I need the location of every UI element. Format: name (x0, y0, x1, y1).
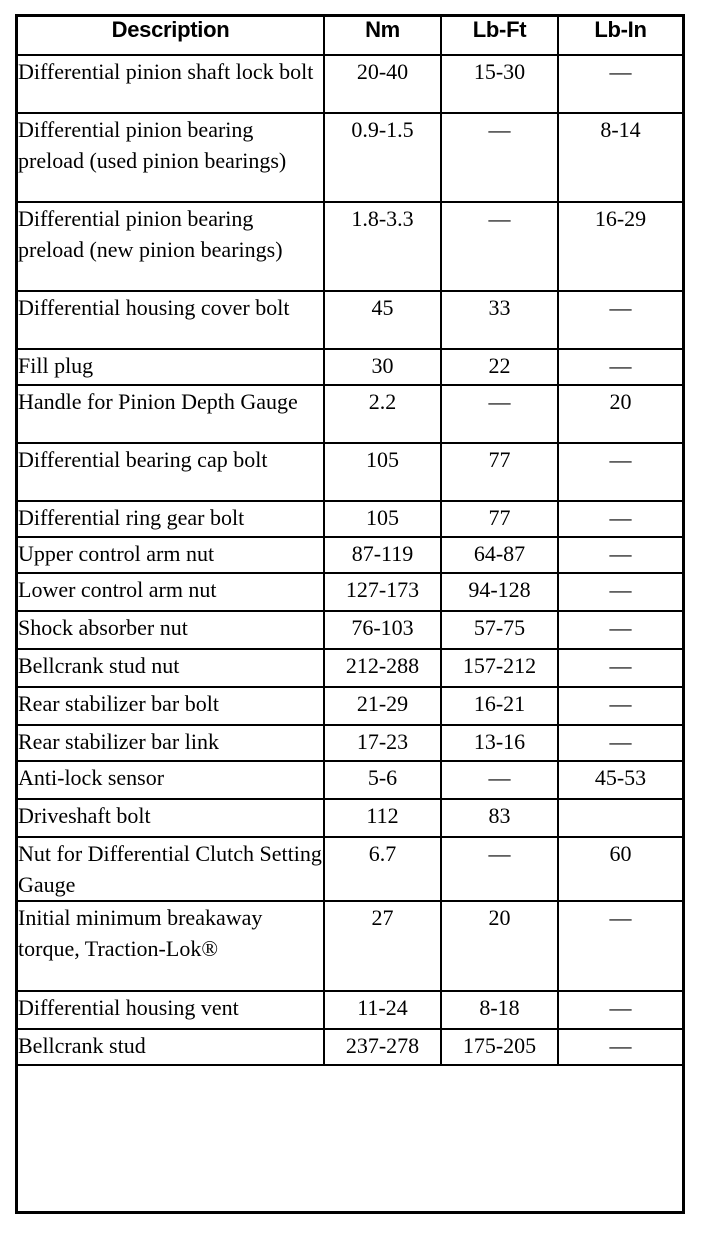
row-description: Initial minimum breakaway torque, Traction-Lok® (18, 901, 324, 991)
table-row (18, 761, 682, 799)
table-body (18, 55, 682, 1065)
row-lb-ft-value: 33 (441, 291, 558, 349)
row-lb-ft-value: — (441, 761, 558, 799)
row-lb-ft-value: 64-87 (441, 537, 558, 573)
table-row (18, 1029, 682, 1065)
row-lb-ft-value: 22 (441, 349, 558, 385)
row-lb-in-value: — (558, 687, 682, 725)
row-lb-in-value: 20 (558, 385, 682, 443)
row-description: Differential pinion bearing preload (used pinion bearings) (18, 113, 324, 202)
row-description: Differential ring gear bolt (18, 501, 324, 537)
row-lb-in-value: — (558, 55, 682, 113)
table-row (18, 202, 682, 291)
row-lb-ft-value: 157-212 (441, 649, 558, 687)
row-nm-value: 27 (324, 901, 441, 991)
row-nm-value: 21-29 (324, 687, 441, 725)
table-row (18, 649, 682, 687)
table-row (18, 901, 682, 991)
table-row (18, 501, 682, 537)
row-description: Rear stabilizer bar bolt (18, 687, 324, 725)
row-description: Anti-lock sensor (18, 761, 324, 799)
row-lb-in-value: — (558, 611, 682, 649)
row-nm-value: 212-288 (324, 649, 441, 687)
cropped-heading-fragment (16, 0, 316, 4)
row-nm-value: 76-103 (324, 611, 441, 649)
row-lb-ft-value: 77 (441, 501, 558, 537)
table-row (18, 349, 682, 385)
row-nm-value: 2.2 (324, 385, 441, 443)
row-lb-ft-value: 15-30 (441, 55, 558, 113)
row-description: Rear stabilizer bar link (18, 725, 324, 761)
row-lb-ft-value: — (441, 202, 558, 291)
row-nm-value: 11-24 (324, 991, 441, 1029)
row-description: Shock absorber nut (18, 611, 324, 649)
row-nm-value: 112 (324, 799, 441, 837)
row-description: Bellcrank stud (18, 1029, 324, 1065)
row-nm-value: 30 (324, 349, 441, 385)
table-row (18, 55, 682, 113)
row-nm-value: 5-6 (324, 761, 441, 799)
row-nm-value: 45 (324, 291, 441, 349)
row-lb-in-value: 60 (558, 837, 682, 901)
row-lb-in-value: — (558, 649, 682, 687)
table-row (18, 573, 682, 611)
row-lb-ft-value: — (441, 113, 558, 202)
row-nm-value: 17-23 (324, 725, 441, 761)
table-header-row (18, 17, 682, 55)
row-description: Differential housing vent (18, 991, 324, 1029)
row-description: Nut for Differential Clutch Setting Gauge (18, 837, 324, 901)
row-lb-in-value: 8-14 (558, 113, 682, 202)
row-nm-value: 6.7 (324, 837, 441, 901)
table-row (18, 537, 682, 573)
row-nm-value: 237-278 (324, 1029, 441, 1065)
row-lb-in-value: 16-29 (558, 202, 682, 291)
row-description: Fill plug (18, 349, 324, 385)
row-lb-in-value: — (558, 291, 682, 349)
torque-specification-table (18, 17, 682, 1066)
header-lb-ft: Lb-Ft (441, 17, 558, 55)
table-row (18, 991, 682, 1029)
row-description: Driveshaft bolt (18, 799, 324, 837)
row-lb-in-value: 45-53 (558, 761, 682, 799)
row-description: Differential pinion shaft lock bolt (18, 55, 324, 113)
table-row (18, 611, 682, 649)
row-lb-in-value: — (558, 991, 682, 1029)
row-lb-ft-value: 13-16 (441, 725, 558, 761)
table-row (18, 837, 682, 901)
row-description: Bellcrank stud nut (18, 649, 324, 687)
table-row (18, 687, 682, 725)
row-lb-ft-value: 77 (441, 443, 558, 501)
table-row (18, 725, 682, 761)
row-lb-ft-value: 20 (441, 901, 558, 991)
table-row (18, 799, 682, 837)
row-description: Lower control arm nut (18, 573, 324, 611)
torque-specification-table-frame (15, 14, 685, 1214)
row-lb-in-value: — (558, 725, 682, 761)
row-lb-in-value (558, 799, 682, 837)
row-nm-value: 127-173 (324, 573, 441, 611)
row-lb-in-value: — (558, 349, 682, 385)
header-nm: Nm (324, 17, 441, 55)
row-lb-ft-value: 83 (441, 799, 558, 837)
row-lb-in-value: — (558, 443, 682, 501)
row-nm-value: 87-119 (324, 537, 441, 573)
row-lb-ft-value: 175-205 (441, 1029, 558, 1065)
row-lb-in-value: — (558, 537, 682, 573)
row-lb-in-value: — (558, 501, 682, 537)
header-description: Description (18, 17, 324, 55)
row-nm-value: 105 (324, 501, 441, 537)
row-description: Differential pinion bearing preload (new pinion bearings) (18, 202, 324, 291)
row-lb-ft-value: — (441, 385, 558, 443)
table-row (18, 385, 682, 443)
row-lb-ft-value: 57-75 (441, 611, 558, 649)
row-description: Handle for Pinion Depth Gauge (18, 385, 324, 443)
row-nm-value: 105 (324, 443, 441, 501)
row-nm-value: 1.8-3.3 (324, 202, 441, 291)
table-row (18, 291, 682, 349)
row-lb-in-value: — (558, 573, 682, 611)
row-lb-ft-value: 94-128 (441, 573, 558, 611)
row-nm-value: 20-40 (324, 55, 441, 113)
table-row (18, 113, 682, 202)
row-description: Differential housing cover bolt (18, 291, 324, 349)
table-row (18, 443, 682, 501)
row-lb-ft-value: 16-21 (441, 687, 558, 725)
row-description: Upper control arm nut (18, 537, 324, 573)
row-nm-value: 0.9-1.5 (324, 113, 441, 202)
header-lb-in: Lb-In (558, 17, 682, 55)
row-description: Differential bearing cap bolt (18, 443, 324, 501)
row-lb-ft-value: — (441, 837, 558, 901)
row-lb-in-value: — (558, 1029, 682, 1065)
row-lb-ft-value: 8-18 (441, 991, 558, 1029)
row-lb-in-value: — (558, 901, 682, 991)
